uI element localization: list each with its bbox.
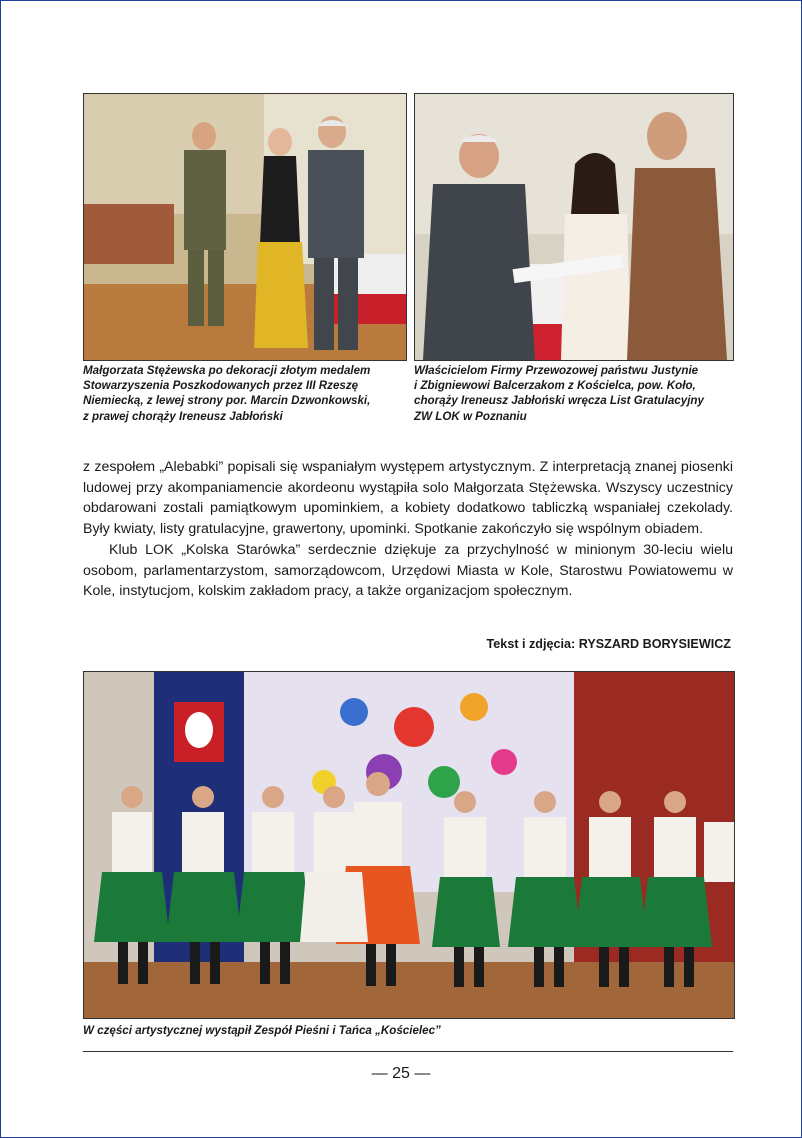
photo-letter-presentation-image	[415, 94, 733, 360]
article-paragraph-2: Klub LOK „Kolska Starówka” serdecznie dziękuje za przychylność w minionym 30-leciu wielu osobom, parlamentarzystom, samorządowcom, Urzędowi Miasta w Kole, Starostwu Powiatowemu w Kole, instytucjom, kolskim zakładom pracy, a także organizacjom społecznym.	[83, 541, 733, 600]
footer-rule	[83, 1051, 733, 1052]
caption-medal-line-1: Małgorzata Stężewska po dekoracji złotym medalem	[83, 364, 371, 377]
article-paragraph-1: z zespołem „Alebabki” popisali się wspaniałym występem artystycznym. Z interpretacją znanej piosenki ludowej przy akompaniamencie akordeonu wystąpiła solo Małgorzata Stężewska. Wszyscy uczestnicy obdarowani zostali pamiątkowym upominkiem, a kobiety dodatkowo tabliczką wspaniałej czekolady. Były kwiaty, listy gratulacyjne, grawertony, upominki. Spotkanie zakończyło się wspólnym obiadem.	[83, 459, 733, 538]
caption-letter-presentation	[414, 363, 736, 424]
photo-letter-presentation	[414, 93, 734, 361]
caption-folk-ensemble: W części artystycznej wystąpił Zespół Pieśni i Tańca „Kościelec”	[83, 1024, 441, 1037]
article-body	[83, 457, 733, 602]
caption-letter-line-3: chorąży Ireneusz Jabłoński wręcza List Gratulacyjny	[414, 394, 704, 408]
page-number: — 25 —	[371, 1065, 431, 1082]
caption-letter-line-4: ZW LOK w Poznaniu	[414, 409, 527, 423]
caption-letter-line-2: i Zbigniewowi Balcerzakom z Kościelca, pow. Koło,	[414, 379, 696, 393]
caption-letter-line-1: Właścicielom Firmy Przewozowej państwu Justynie	[414, 364, 699, 377]
caption-medal-line-3: Niemiecką, z lewej strony por. Marcin Dzwonkowski,	[83, 394, 371, 408]
article-credit: Tekst i zdjęcia: RYSZARD BORYSIEWICZ	[486, 637, 731, 651]
photo-folk-ensemble-image	[84, 672, 734, 1018]
caption-medal-ceremony	[83, 363, 407, 424]
photo-medal-ceremony-image	[84, 94, 406, 360]
photo-folk-ensemble	[83, 671, 735, 1019]
caption-medal-line-2: Stowarzyszenia Poszkodowanych przez III Rzeszę	[83, 379, 359, 393]
caption-medal-line-4: z prawej chorąży Ireneusz Jabłoński	[83, 409, 283, 423]
photo-medal-ceremony	[83, 93, 407, 361]
